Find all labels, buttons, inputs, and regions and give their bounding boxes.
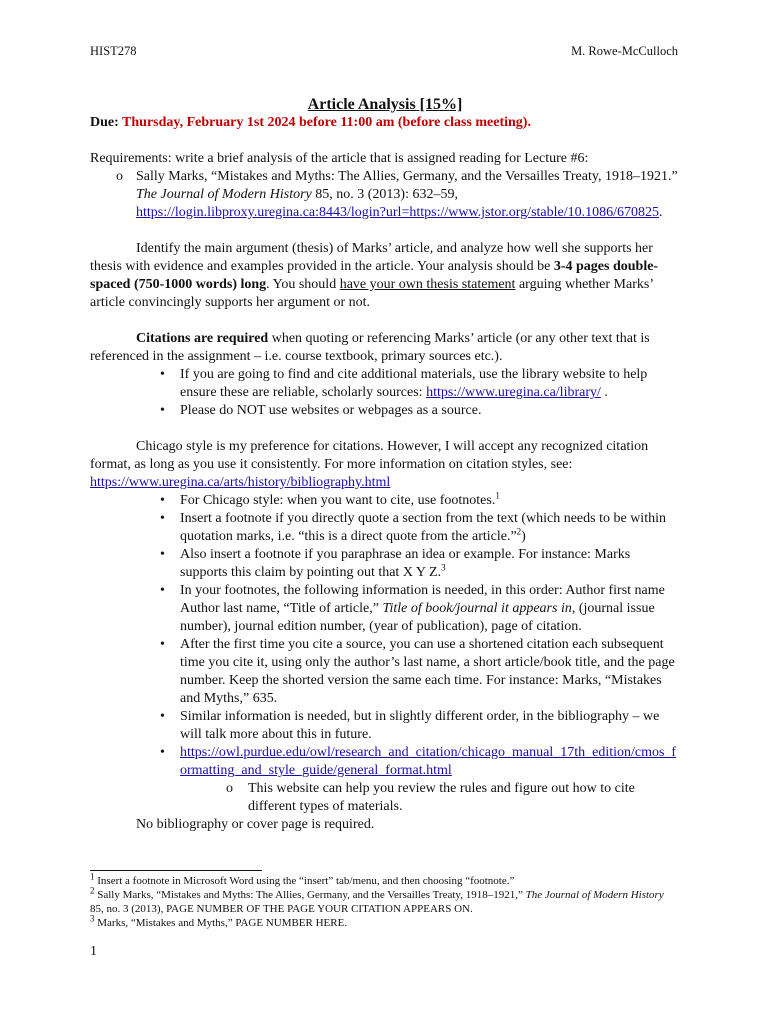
list-item: • Insert a footnote if you directly quote a section from the text (which needs to be within quotation marks, i.e. “this is a direct quote from the article.”$^2$)	[160, 511, 666, 544]
due-line	[90, 114, 680, 132]
due-label: Due:	[90, 115, 119, 130]
list-item: • For Chicago style: when you want to cite, use footnotes.$^1$	[160, 490, 500, 508]
list-item: • If you are going to find and cite additional materials, use the library website to help ensure these are reliable, scholarly sources: https://www.uregina.ca/library/ .	[160, 367, 648, 400]
bullet-icon: •	[160, 637, 165, 652]
document-title: Article Analysis [15%]	[307, 96, 463, 113]
list-item: o This website can help you review the rules and figure out how to cite different types of materials.	[226, 781, 635, 814]
thesis-paragraph: Identify the main argument (thesis) of Marks’ article, and analyze how well she supports her thesis with evidence and examples provided in the article. Your analysis should be 3-4 pages double-spaced (750-1000 words) long. You should have your own thesis statement arguing whether Marks’ article convincingly supports her argument or not.	[90, 241, 659, 310]
bullet-icon: •	[160, 745, 165, 760]
footnotes	[90, 871, 680, 930]
citations-paragraph: Citations are required when quoting or referencing Marks’ article (or any other text that is referenced in the assignment – i.e. course textbook, primary sources etc.).	[90, 331, 650, 364]
bullet-icon: •	[160, 583, 165, 598]
bullet-icon: •	[160, 511, 165, 526]
footnote-separator	[90, 870, 262, 871]
list-item: • Also insert a footnote if you paraphrase an idea or example. For instance: Marks supports this claim by pointing out that X Y Z.$^3$	[160, 547, 631, 580]
list-item: • Please do NOT use websites or webpages as a source.	[160, 403, 482, 418]
footnote-1: $^1$ Insert a footnote in Microsoft Word using the “insert” tab/menu, and then choosing “footnote.”	[90, 871, 515, 887]
list-item	[90, 744, 680, 780]
chicago-paragraph: Chicago style is my preference for citations. However, I will accept any recognized citation format, as long as you use it consistently. For more information on citation styles, see: https://www.uregina.ca/arts/history/bibliography.html	[90, 439, 649, 490]
page-number: 1	[90, 944, 97, 959]
list-item: • After the first time you cite a source, you can use a shortened citation each subsequent time you cite it, using only the author’s last name, a short article/book title, and the page number. Keep the shorted version the same each time. For instance: Marks, “Mistakes and Myths,” 635.	[160, 637, 675, 706]
article-link[interactable]: https://login.libproxy.uregina.ca:8443/login?url=https://www.jstor.org/stable/10.1086/670825	[136, 205, 660, 220]
reference-list	[90, 168, 680, 222]
requirements-intro: Requirements: write a brief analysis of the article that is assigned reading for Lecture #6:	[90, 151, 589, 166]
bullet-icon: •	[160, 493, 165, 508]
chicago-bullets	[90, 492, 680, 780]
footnote-3: $^3$ Marks, “Mistakes and Myths,” PAGE NUMBER HERE.	[90, 913, 348, 929]
bullet-icon: •	[160, 547, 165, 562]
footnote-2: $^2$ Sally Marks, “Mistakes and Myths: The Allies, Germany, and the Versailles Treaty, 1918–1921,” The Journal of Modern History 85, no. 3 (2013), PAGE NUMBER OF THE PAGE YOUR CITATION APPEARS ON.	[90, 885, 664, 915]
author-name: M. Rowe-McCulloch	[571, 44, 678, 58]
bullet-icon: •	[160, 709, 165, 724]
reference-item: o Sally Marks, “Mistakes and Myths: The Allies, Germany, and the Versailles Treaty, 1918–1921.” The Journal of Modern History 85, no. 3 (2013): 632–59, https://login.libproxy.uregina.ca:8443/login?url=https://www.jstor.org/stable/10.1086/670825.	[116, 169, 678, 220]
circle-bullet-icon: o	[226, 781, 233, 796]
purdue-owl-link[interactable]: https://owl.purdue.edu/owl/research_and_citation/chicago_manual_17th_edition/cmos_formatting_and_style_guide/general_format.html	[180, 745, 677, 778]
course-code: HIST278	[90, 44, 137, 58]
closing-line: No bibliography or cover page is required.	[136, 817, 375, 832]
circle-bullet-icon: o	[116, 169, 123, 184]
due-date: Thursday, February 1st 2024 before 11:00 am (before class meeting).	[122, 115, 531, 130]
sub-bullets	[90, 780, 680, 816]
document-body	[90, 96, 680, 834]
list-item: • In your footnotes, the following information is needed, in this order: Author first name Author last name, “Title of article,” Title of book/journal it appears in, (journal issue number), journal edition number, (year of publication), page of citation.	[160, 583, 665, 634]
bibliography-link[interactable]: https://www.uregina.ca/arts/history/bibliography.html	[90, 475, 391, 490]
list-item: • Similar information is needed, but in slightly different order, in the bibliography – we will talk more about this in future.	[160, 709, 660, 742]
citations-bullets	[90, 366, 680, 420]
bullet-icon: •	[160, 367, 165, 382]
library-link[interactable]: https://www.uregina.ca/library/	[426, 385, 601, 400]
bullet-icon: •	[160, 403, 165, 418]
